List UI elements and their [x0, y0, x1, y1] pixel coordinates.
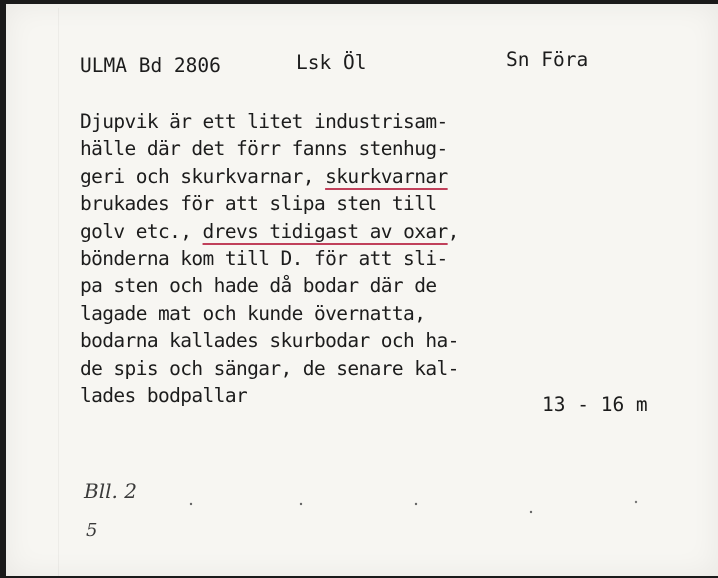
handwritten-note: Bll. 2: [84, 479, 137, 503]
underlined-term: skurkvarnar: [325, 164, 448, 188]
body-line: lades bodpallar: [80, 383, 248, 407]
body-line: bodarna kallades skurbodar och ha-: [80, 329, 459, 353]
body-line: bönderna kom till D. för att sli-: [80, 246, 448, 270]
parish-code: Lsk Öl: [296, 51, 367, 74]
body-line: de spis och sängar, de senare kal-: [80, 356, 459, 380]
handwritten-number: 5: [86, 520, 98, 541]
faint-dot-marks: [146, 484, 696, 544]
archive-card: [6, 4, 718, 576]
body-line: Djupvik är ett litet industrisam-: [80, 110, 448, 133]
body-line: hälle där det förr fanns stenhug-: [80, 137, 448, 161]
place-name: Sn Föra: [506, 48, 589, 71]
body-line: pa sten och hade då bodar där de: [80, 274, 437, 298]
body-line: brukades för att slipa sten till: [80, 192, 437, 216]
card-edge-shadow: [58, 8, 59, 576]
archive-reference: ULMA Bd 2806: [80, 54, 221, 77]
card-body-text: [80, 108, 459, 409]
body-line: geri och skurkvarnar, skurkvarnar: [80, 164, 448, 188]
body-line: lagade mat och kunde övernatta,: [80, 301, 426, 325]
page-reference: 13 - 16 m: [542, 393, 648, 416]
underlined-phrase: drevs tidigast av oxar: [202, 219, 448, 243]
handwritten-annotation: [84, 476, 137, 546]
body-line: golv etc., drevs tidigast av oxar,: [80, 219, 459, 243]
